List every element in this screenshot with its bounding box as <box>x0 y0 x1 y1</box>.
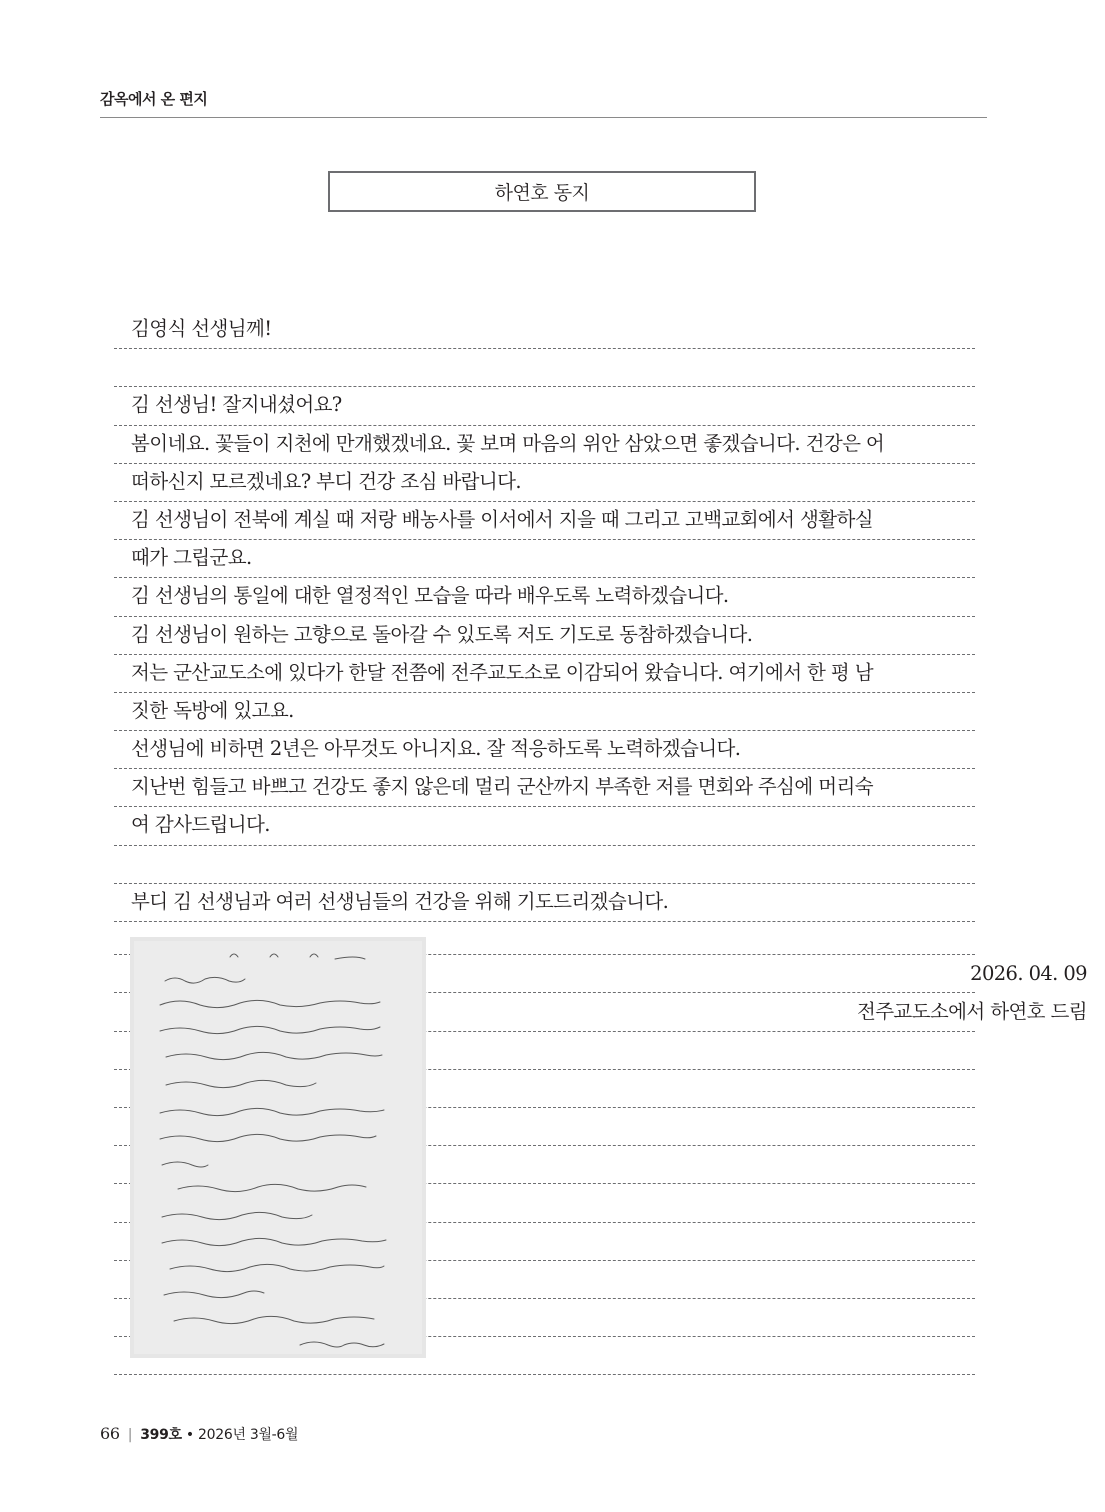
letter-line: 봄이네요. 꽃들이 지천에 만개했겠네요. 꽃 보며 마음의 위안 삼았으면 좋겠습니다. 건강은 어 <box>114 426 975 464</box>
letter-body <box>114 311 975 922</box>
letter-line <box>114 349 975 387</box>
letter-line <box>114 846 975 884</box>
letter-line: 때가 그립군요. <box>114 540 975 578</box>
letter-line: 지난번 힘들고 바쁘고 건강도 좋지 않은데 멀리 군산까지 부족한 저를 면회와 주심에 머리숙 <box>114 769 975 807</box>
letter-line: 김 선생님! 잘지내셨어요? <box>114 387 975 425</box>
letter-line: 부디 김 선생님과 여러 선생님들의 건강을 위해 기도드리겠습니다. <box>114 884 975 922</box>
letter-line: 짓한 독방에 있고요. <box>114 693 975 731</box>
footer-separator: | <box>127 1427 133 1443</box>
handwriting-scribbles <box>130 937 426 1358</box>
page-footer <box>100 1424 298 1444</box>
header-divider <box>100 117 987 118</box>
letter-line: 선생님에 비하면 2년은 아무것도 아니지요. 잘 적응하도록 노력하겠습니다. <box>114 731 975 769</box>
letter-line: 여 감사드립니다. <box>114 807 975 845</box>
letter-line: 떠하신지 모르겠네요? 부디 건강 조심 바랍니다. <box>114 464 975 502</box>
letter-line: 김영식 선생님께! <box>114 311 975 349</box>
handwritten-letter-photo <box>130 937 426 1358</box>
letter-line: 김 선생님이 원하는 고향으로 돌아갈 수 있도록 저도 기도로 동참하겠습니다. <box>114 617 975 655</box>
issue-date-range: 2026년 3월-6월 <box>198 1427 299 1443</box>
letter-sender: 전주교도소에서 하연호 드림 <box>856 1000 1087 1023</box>
letter-line: 김 선생님의 통일에 대한 열정적인 모습을 따라 배우도록 노력하겠습니다. <box>114 578 975 616</box>
letter-title-box <box>328 171 756 212</box>
letter-date: 2026. 04. 09 <box>970 962 1087 985</box>
letter-title: 하연호 동지 <box>494 182 590 204</box>
issue-number: 399호 <box>140 1427 182 1443</box>
page-number: 66 <box>100 1424 120 1443</box>
letter-line: 김 선생님이 전북에 계실 때 저랑 배농사를 이서에서 지을 때 그리고 고백교회에서 생활하실 <box>114 502 975 540</box>
letter-line: 저는 군산교도소에 있다가 한달 전쯤에 전주교도소로 이감되어 왔습니다. 여기에서 한 평 남 <box>114 655 975 693</box>
section-title: 감옥에서 온 편지 <box>100 90 208 108</box>
footer-bullet: • <box>185 1427 194 1443</box>
